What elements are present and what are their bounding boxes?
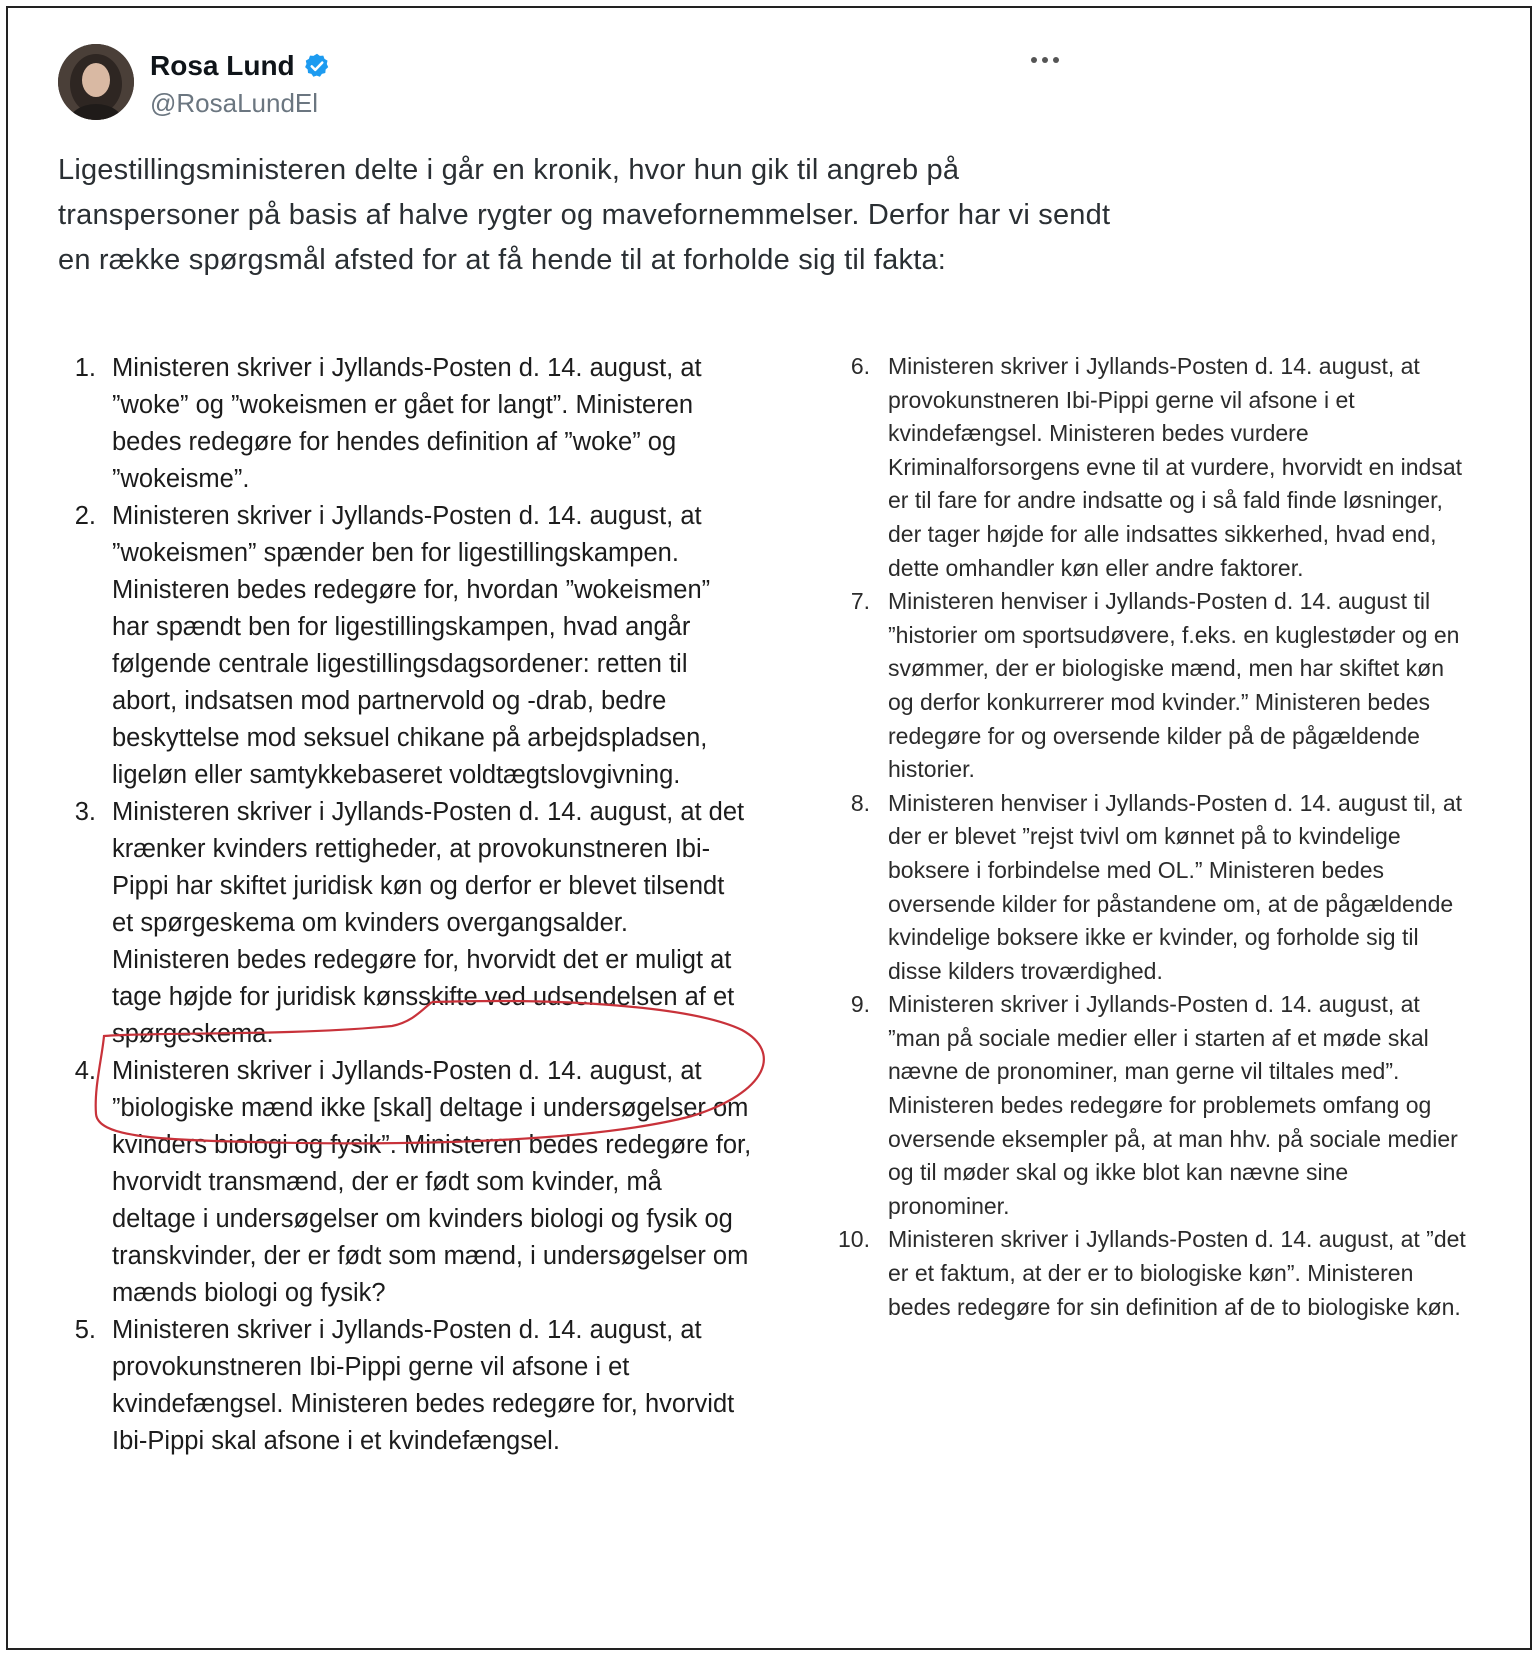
question-number: 8.: [850, 789, 870, 816]
questions-column-left: [66, 350, 766, 1460]
tweet-text: Ligestillingsministeren delte i går en kronik, hvor hun gik til angreb på transpersoner på basis af halve rygter og mavefornemmelser. Derfor har vi sendt en række spørgsmål afsted for at få hende til at forholde sig til fakta:: [58, 154, 1111, 276]
question-number: 6.: [850, 353, 870, 379]
verified-badge-icon: [303, 52, 331, 80]
question-text: Ministeren henviser i Jyllands-Posten d. 14. august til ”historier om sportsudøvere, f.eks. en kuglestøder og en svømmer, der er biologiske mænd, men har skiftet køn og derfor konkurrerer mod kvinder.” Ministeren bedes redegøre for og oversende kilder på de pågældende historier.: [888, 588, 1460, 783]
avatar[interactable]: [58, 44, 134, 120]
tweet-header: [58, 44, 1128, 124]
question-text: Ministeren skriver i Jyllands-Posten d. 14. august, at ”det er et faktum, at der er to biologiske køn”. Ministeren bedes redegøre for sin definition af de to biologiske køn.: [888, 1226, 1466, 1320]
question-number: 4.: [74, 1057, 96, 1085]
question-number: 1.: [74, 354, 96, 382]
question-text: Ministeren skriver i Jyllands-Posten d. 14. august, at ”man på sociale medier eller i starten af et møde skal nævne de pronominer, man gerne vil tiltales med”. Ministeren bedes redegøre for problemets omfang og oversende eksempler på, at man hhv. på sociale medier og til møder skal og ikke blot kan nævne sine pronominer.: [888, 991, 1458, 1219]
question-text: Ministeren skriver i Jyllands-Posten d. 14. august, at provokunstneren Ibi-Pippi gerne vil afsone i et kvindefængsel. Ministeren bedes redegøre for, hvorvidt Ibi-Pippi skal afsone i et kvindefængsel.: [112, 1316, 735, 1455]
question-item: [836, 1223, 1476, 1324]
questions-column-right: [836, 350, 1476, 1324]
question-item: [66, 794, 766, 1053]
question-item: [66, 498, 766, 794]
question-item: [836, 350, 1476, 585]
question-number: 10.: [838, 1226, 870, 1253]
question-text: Ministeren skriver i Jyllands-Posten d. 14. august, at ”biologiske mænd ikke [skal] deltage i undersøgelser om kvinders biologi og fysik”. Ministeren bedes redegøre for, hvorvidt transmænd, der er født som kvinder, må deltage i undersøgelser om kvinders biologi og fysik og transkvinder, der er født som mænd, i undersøgelser om mænds biologi og fysik?: [112, 1057, 752, 1307]
question-text: Ministeren henviser i Jyllands-Posten d. 14. august til, at der er blevet ”rejst tvivl om kønnet på to kvindelige boksere i forbindelse med OL.” Ministeren bedes oversende kilder for påstandene om, at de pågældende kvindelige boksere ikke er kvinder, og forholde sig til disse kilders troværdighed.: [888, 789, 1463, 984]
question-item: [66, 1053, 766, 1312]
question-text: Ministeren skriver i Jyllands-Posten d. 14. august, at ”wokeismen” spænder ben for ligestillingskampen. Ministeren bedes redegøre for, hvordan ”wokeismen” har spændt ben for ligestillingskampen, hvad angår følgende centrale ligestillingsdagsordener: retten til abort, indsatsen mod partnervold og -drab, bedre beskyttelse mod seksuel chikane på arbejdspladsen, ligeløn eller samtykkebaseret voldtægtslovgivning.: [112, 502, 711, 789]
user-handle[interactable]: @RosaLundEl: [150, 88, 319, 118]
question-number: 7.: [850, 588, 870, 615]
question-number: 2.: [74, 502, 96, 530]
question-text: Ministeren skriver i Jyllands-Posten d. 14. august, at ”woke” og ”wokeismen er gået for langt”. Ministeren bedes redegøre for hendes definition af ”woke” og ”wokeisme”.: [112, 354, 702, 493]
question-text: Ministeren skriver i Jyllands-Posten d. 14. august, at provokunstneren Ibi-Pippi gerne vil afsone i et kvindefængsel. Ministeren bedes vurdere Kriminalforsorgens evne til at vurdere, hvorvidt en indsat er til fare for andre indsatte og i så fald finde løsninger, der tager højde for alle indsattes sikkerhed, hvad end, dette omhandler køn eller andre faktorer.: [888, 353, 1463, 581]
question-number: 9.: [850, 991, 870, 1018]
question-item: [66, 350, 766, 498]
more-options-icon[interactable]: [1026, 46, 1066, 70]
question-number: 3.: [74, 798, 96, 826]
question-item: [836, 585, 1476, 787]
display-name[interactable]: Rosa Lund: [150, 50, 295, 81]
question-text: Ministeren skriver i Jyllands-Posten d. 14. august, at det krænker kvinders rettigheder, at provokunstneren Ibi-Pippi har skiftet juridisk køn og derfor er blevet tilsendt et spørgeskema om kvinders overgangsalder. Ministeren bedes redegøre for, hvorvidt det er muligt at tage højde for juridisk kønsskifte ved udsendelsen af et spørgeskema.: [112, 798, 745, 1048]
question-item: [836, 787, 1476, 989]
question-number: 5.: [74, 1316, 96, 1344]
question-item: [66, 1312, 766, 1460]
question-item: [836, 988, 1476, 1223]
